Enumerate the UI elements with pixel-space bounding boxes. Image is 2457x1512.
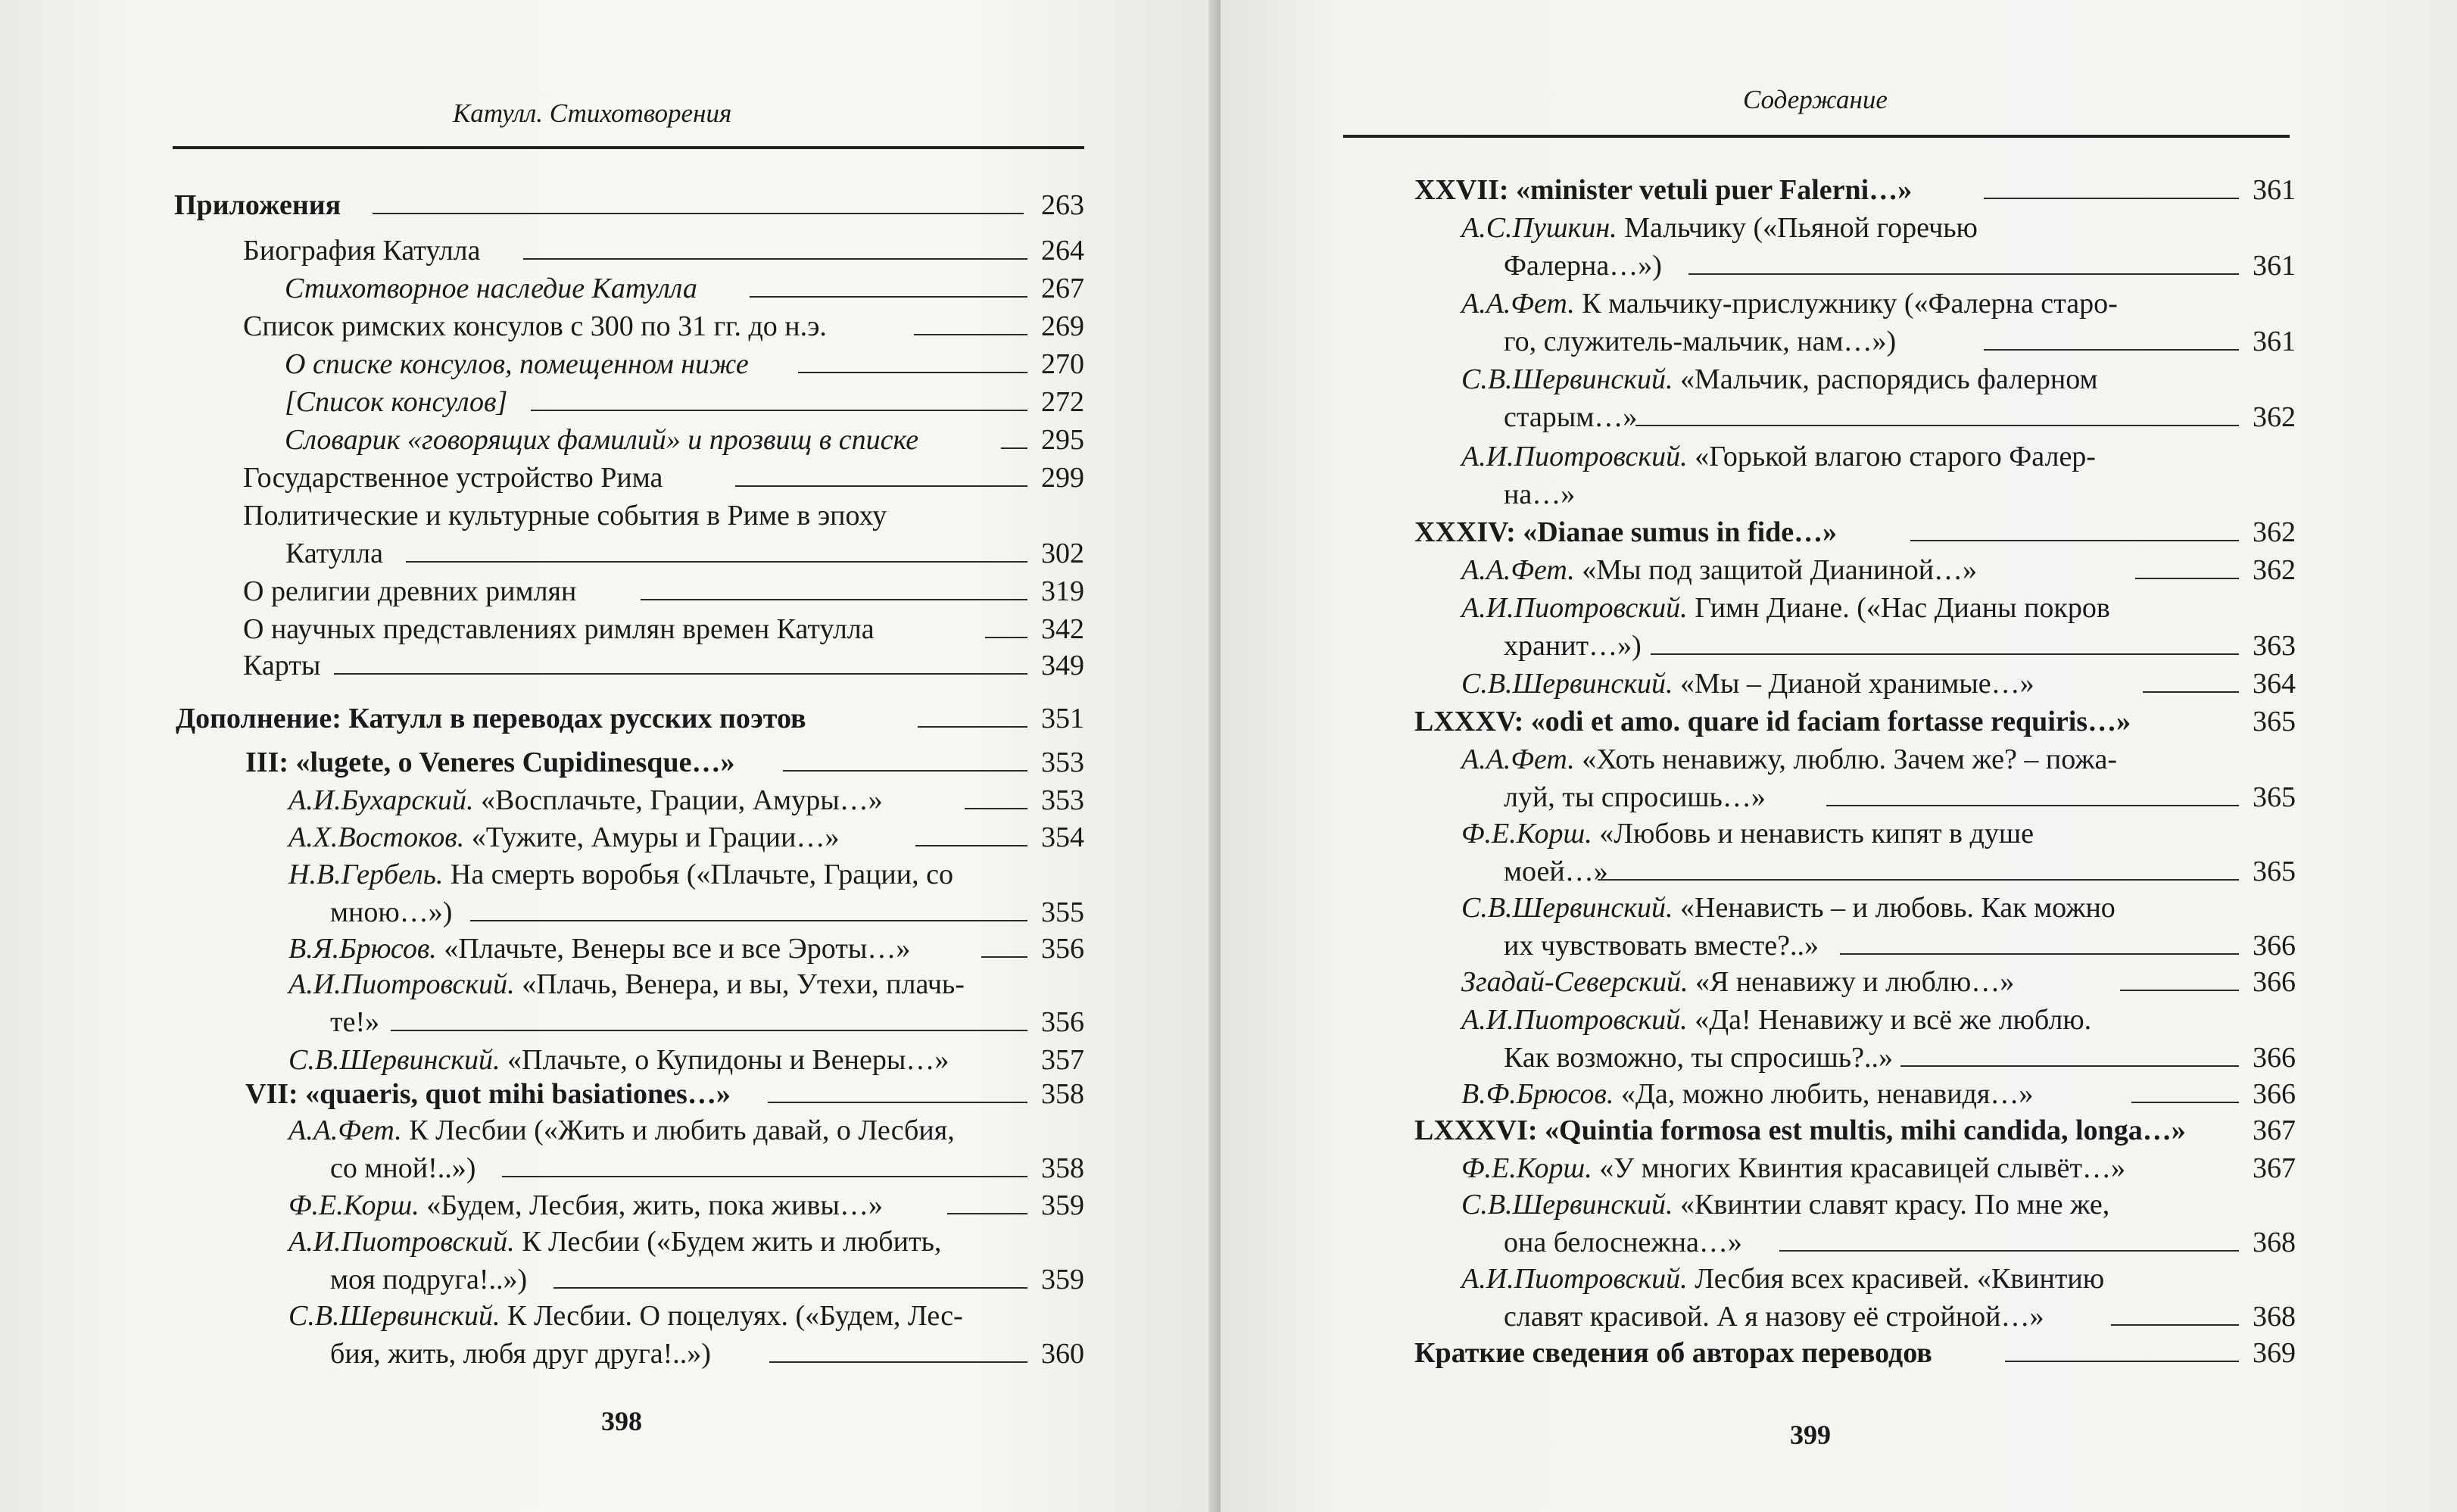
leader-line [769, 1361, 1027, 1363]
author-name: Згадай-Северский. [1461, 966, 1688, 998]
leader-line [1840, 953, 2239, 955]
toc-title: На смерть воробья («Плачьте, Грации, со [443, 859, 953, 890]
toc-title: «Ненависть – и любовь. Как можно [1673, 892, 2116, 924]
leader-line [1826, 805, 2239, 806]
toc-page-number: 365 [2253, 856, 2296, 887]
toc-page-number: 353 [1041, 784, 1084, 816]
toc-title-continuation: мною…») [330, 896, 453, 928]
toc-entry [1414, 703, 2296, 740]
toc-title: Гимн Диане. («Нас Дианы покров [1687, 592, 2110, 624]
toc-entry [1461, 889, 2296, 965]
toc-title: «Тужите, Амуры и Грации…» [464, 821, 840, 853]
toc-entry [288, 856, 1084, 931]
leader-line [1779, 1250, 2239, 1252]
toc-entry [288, 965, 1084, 1041]
toc-title-continuation: моей…» [1504, 856, 1608, 887]
toc-title: «Плачьте, Венеры все и все Эроты…» [436, 933, 911, 965]
leader-line [470, 920, 1027, 921]
toc-page-number: 342 [1041, 613, 1084, 645]
toc-title: Политические и культурные события в Риме в эпоху [243, 500, 887, 532]
toc-title: [Список консулов] [285, 386, 508, 418]
leader-line [1651, 653, 2239, 655]
toc-entry [245, 744, 1084, 781]
toc-entry [288, 930, 1084, 968]
toc-page-number: 366 [2253, 1042, 2296, 1074]
author-name: А.И.Пиотровский. [1461, 592, 1688, 624]
toc-title-continuation: Как возможно, ты спросишь?..» [1504, 1042, 1893, 1074]
leader-line [406, 561, 1027, 563]
author-name: С.В.Шервинский. [1461, 892, 1673, 924]
toc-entry [243, 572, 1084, 610]
toc-entry [1461, 438, 2296, 513]
toc-entry [176, 700, 1084, 737]
toc-entry [1461, 963, 2296, 1001]
toc-page-number: 362 [2253, 401, 2296, 433]
leader-line [783, 770, 1027, 772]
toc-page-number: 264 [1041, 235, 1084, 267]
running-head: Содержание [1743, 85, 1888, 114]
toc-title: О религии древних римлян [243, 575, 577, 607]
toc-title: «Я ненавижу и люблю…» [1688, 966, 2015, 998]
toc-title-continuation: бия, жить, любя друг друга!..») [330, 1338, 711, 1370]
leader-line [1688, 273, 2239, 275]
toc-page-number: 319 [1041, 575, 1084, 607]
leader-line [1984, 198, 2239, 199]
toc-entry [285, 383, 1084, 421]
leader-line [2135, 578, 2239, 579]
toc-entry [1461, 1001, 2296, 1077]
toc-page-number: 357 [1041, 1044, 1084, 1076]
toc-page-number: 299 [1041, 462, 1084, 494]
leader-line [523, 258, 1027, 260]
author-name: Ф.Е.Корш. [288, 1189, 419, 1221]
toc-entry [243, 459, 1084, 497]
author-name: В.Я.Брюсов. [288, 933, 437, 965]
author-name: А.С.Пушкин. [1461, 212, 1617, 244]
toc-entry [288, 818, 1084, 856]
leader-line [531, 410, 1027, 411]
toc-page-number: 272 [1041, 386, 1084, 418]
toc-page-number: 267 [1041, 273, 1084, 304]
toc-title: «Плачь, Венера, и вы, Утехи, плачь- [514, 968, 965, 1000]
toc-entry [1414, 171, 2296, 209]
toc-page-number: 349 [1041, 650, 1084, 681]
leader-line [2005, 1361, 2239, 1362]
author-name: А.Х.Востоков. [288, 821, 465, 853]
toc-page-number: 269 [1041, 310, 1084, 342]
toc-page-number: 356 [1041, 1006, 1084, 1038]
toc-entry [1461, 740, 2296, 816]
toc-title-continuation: их чувствовать вместе?..» [1504, 930, 1819, 962]
toc-title-continuation: старым…» [1504, 401, 1638, 433]
toc-entry [1414, 1334, 2296, 1372]
toc-page-number: 356 [1041, 933, 1084, 965]
running-head: Катулл. Стихотворения [453, 98, 732, 128]
toc-title: VII: «quaeris, quot mihi basiationes…» [245, 1078, 731, 1110]
author-name: С.В.Шервинский. [288, 1300, 500, 1332]
toc-entry [243, 610, 1084, 648]
toc-page-number: 366 [2253, 1078, 2296, 1110]
toc-entry [1414, 1111, 2296, 1149]
author-name: С.В.Шервинский. [1461, 1189, 1673, 1221]
leader-line [1001, 447, 1027, 449]
leader-line [2111, 1324, 2239, 1326]
author-name: С.В.Шервинский. [1461, 668, 1673, 700]
toc-entry [1461, 1260, 2296, 1336]
toc-title: О научных представлениях римлян времен Катулла [243, 613, 875, 645]
toc-page-number: 366 [2253, 966, 2296, 998]
toc-title: К мальчику-прислужнику («Фалерна старо- [1574, 288, 2118, 320]
toc-title-continuation: со мной!..») [330, 1152, 476, 1184]
toc-entry [288, 781, 1084, 819]
toc-title-continuation: она белоснежна…» [1504, 1227, 1742, 1258]
toc-entry [243, 497, 1084, 572]
toc-page-number: 362 [2253, 554, 2296, 586]
leader-line [1635, 425, 2239, 426]
toc-entry [245, 1075, 1084, 1113]
leader-line [981, 956, 1027, 958]
toc-entry [1461, 815, 2296, 890]
author-name: А.А.Фет. [1461, 554, 1575, 586]
toc-title-continuation: на…» [1504, 479, 1576, 510]
toc-entry [288, 1041, 1084, 1079]
leader-line [915, 845, 1027, 846]
leader-line [391, 1030, 1027, 1031]
toc-title-continuation: славят красивой. А я назову её стройной…» [1504, 1301, 2044, 1333]
toc-page-number: 368 [2253, 1227, 2296, 1258]
leader-line [373, 213, 1024, 214]
toc-entry [288, 1186, 1084, 1224]
toc-title-continuation: го, служитель-мальчик, нам…») [1504, 326, 1897, 357]
toc-entry [1461, 665, 2296, 703]
leader-line [641, 599, 1027, 600]
toc-title: «Хоть ненавижу, люблю. Зачем же? – пожа- [1574, 744, 2118, 775]
author-name: А.А.Фет. [1461, 744, 1575, 775]
toc-title: III: «lugete, o Veneres Cupidinesque…» [245, 747, 735, 778]
author-name: А.А.Фет. [288, 1115, 402, 1146]
toc-entry [1461, 209, 2296, 285]
toc-page-number: 369 [2253, 1337, 2296, 1369]
toc-entry [243, 647, 1084, 684]
leader-line [553, 1287, 1027, 1289]
toc-title-continuation: хранит…») [1504, 630, 1642, 662]
leader-line [502, 1176, 1027, 1177]
leader-line [1900, 1065, 2239, 1067]
author-name: А.И.Бухарский. [288, 784, 474, 816]
toc-entry [174, 186, 1084, 224]
leader-line [750, 296, 1027, 298]
toc-entry [243, 232, 1084, 270]
toc-page-number: 364 [2253, 668, 2296, 700]
leader-line [965, 808, 1027, 809]
toc-entry [285, 345, 1084, 383]
leader-line [334, 673, 1027, 675]
toc-page-number: 362 [2253, 516, 2296, 548]
author-name: Н.В.Гербель. [288, 859, 444, 890]
leader-line [1598, 879, 2239, 881]
toc-title: К Лесбии («Будем жить и любить, [514, 1226, 942, 1258]
leader-line [947, 1213, 1027, 1214]
toc-title: «Мы – Дианой хранимые…» [1673, 668, 2035, 700]
toc-page-number: 358 [1041, 1152, 1084, 1184]
toc-title: Карты [243, 650, 321, 681]
toc-title-continuation: Фалерна…») [1504, 250, 1662, 282]
toc-page-number: 353 [1041, 747, 1084, 778]
toc-entry [1461, 551, 2296, 589]
toc-title: XXVII: «minister vetuli puer Falerni…» [1414, 174, 1913, 206]
toc-page-number: 361 [2253, 326, 2296, 357]
toc-entry [1461, 589, 2296, 665]
leader-line [2131, 1102, 2239, 1103]
toc-title-continuation: луй, ты спросишь…» [1504, 781, 1766, 813]
toc-entry [1023, 1041, 1084, 1079]
toc-page-number: 365 [2253, 781, 2296, 813]
toc-title: Список римских консулов с 300 по 31 гг. до н.э. [243, 310, 827, 342]
toc-page-number: 360 [1041, 1338, 1084, 1370]
toc-page-number: 355 [1041, 896, 1084, 928]
leader-line [2120, 990, 2239, 991]
leader-line [1910, 540, 2239, 541]
toc-title: Стихотворное наследие Катулла [285, 273, 697, 304]
toc-page-number: 365 [2253, 706, 2296, 737]
toc-page-number: 359 [1041, 1264, 1084, 1295]
toc-title: «Горькой влагою старого Фалер- [1687, 441, 2096, 472]
toc-page-number: 363 [2253, 630, 2296, 662]
toc-title: О списке консулов, помещенном ниже [285, 348, 749, 380]
author-name: А.А.Фет. [1461, 288, 1575, 320]
toc-entry [285, 270, 1084, 307]
toc-title: XXXIV: «Dianae sumus in fide…» [1414, 516, 1838, 548]
toc-page-number: 358 [1041, 1078, 1084, 1110]
toc-page-number: 367 [2253, 1115, 2296, 1146]
toc-page-number: 361 [2253, 250, 2296, 282]
left-page [0, 0, 1214, 1512]
toc-page-number: 366 [2253, 930, 2296, 962]
toc-title: Государственное устройство Рима [243, 462, 663, 494]
toc-page-number: 263 [1041, 189, 1084, 221]
right-page [1221, 0, 2457, 1512]
toc-title: К Лесбии («Жить и любить давай, о Лесбия, [401, 1115, 955, 1146]
leader-line [768, 1102, 1027, 1103]
toc-page-number: 354 [1041, 821, 1084, 853]
toc-entry [1414, 513, 2296, 551]
toc-entry [1461, 1075, 2296, 1113]
leader-line [985, 637, 1027, 638]
leader-line [798, 372, 1027, 373]
author-name: С.В.Шервинский. [288, 1044, 500, 1076]
toc-title-continuation: Катулла [285, 538, 383, 569]
author-name: А.И.Пиотровский. [1461, 441, 1688, 472]
toc-title: Приложения [174, 189, 341, 221]
author-name: Ф.Е.Корш. [1461, 1152, 1592, 1184]
toc-title: «Любовь и ненависть кипят в душе [1592, 818, 2034, 850]
toc-title: К Лесбии. О поцелуях. («Будем, Лес- [500, 1300, 963, 1332]
toc-title: Мальчику («Пьяной горечью [1617, 212, 1978, 244]
toc-entry [1461, 360, 2296, 436]
toc-page-number: 295 [1041, 424, 1084, 456]
toc-title: LXXXVI: «Quintia formosa est multis, mihi candida, longa…» [1414, 1115, 2186, 1146]
leader-line [2143, 691, 2239, 693]
toc-title: «У многих Квинтия красавицей слывёт…» [1592, 1152, 2125, 1184]
toc-title: Словарик «говорящих фамилий» и прозвищ в списке [285, 424, 919, 456]
toc-title: «Восплачьте, Грации, Амуры…» [473, 784, 883, 816]
toc-title: Биография Катулла [243, 235, 481, 267]
toc-entry [1461, 1186, 2296, 1261]
toc-page-number: 270 [1041, 348, 1084, 380]
toc-title: «Да, можно любить, ненавидя…» [1614, 1078, 2034, 1110]
author-name: А.И.Пиотровский. [1461, 1263, 1688, 1295]
toc-entry [285, 421, 1084, 459]
toc-title: «Будем, Лесбия, жить, пока живы…» [419, 1189, 883, 1221]
toc-title-continuation: те!» [330, 1006, 380, 1038]
author-name: А.И.Пиотровский. [1461, 1004, 1688, 1036]
leader-line [914, 334, 1027, 335]
toc-entry [1461, 285, 2296, 360]
toc-title: Краткие сведения об авторах переводов [1414, 1337, 1932, 1369]
header-rule [1343, 135, 2290, 138]
toc-entry [288, 1297, 1084, 1373]
toc-title: «Да! Ненавижу и всё же люблю. [1687, 1004, 2092, 1036]
toc-entry [1461, 1149, 2296, 1187]
toc-title: Лесбия всех красивей. «Квинтию [1687, 1263, 2105, 1295]
toc-title-continuation: моя подруга!..») [330, 1264, 528, 1295]
author-name: В.Ф.Брюсов. [1461, 1078, 1614, 1110]
toc-page-number: 368 [2253, 1301, 2296, 1333]
author-name: А.И.Пиотровский. [288, 1226, 515, 1258]
toc-entry [288, 1223, 1084, 1298]
leader-line [735, 485, 1027, 487]
toc-entry [243, 307, 1084, 345]
author-name: Ф.Е.Корш. [1461, 818, 1592, 850]
leader-line [1984, 349, 2239, 351]
author-name: А.И.Пиотровский. [288, 968, 515, 1000]
author-name: С.В.Шервинский. [1461, 363, 1673, 395]
toc-title: «Плачьте, о Купидоны и Венеры…» [500, 1044, 949, 1076]
page-number: 398 [601, 1406, 642, 1436]
leader-line [918, 726, 1027, 728]
toc-page-number: 302 [1041, 538, 1084, 569]
header-rule [173, 146, 1084, 149]
toc-title: «Квинтии славят красу. По мне же, [1673, 1189, 2110, 1221]
toc-page-number: 359 [1041, 1189, 1084, 1221]
toc-entry [288, 1111, 1084, 1187]
toc-title: LXXXV: «odi et amo. quare id faciam fortasse requiris…» [1414, 706, 2131, 737]
toc-title: «Мальчик, распорядись фалерном [1673, 363, 2098, 395]
toc-title: «Мы под защитой Дианиной…» [1574, 554, 1978, 586]
page-number: 399 [1790, 1420, 1831, 1450]
toc-page-number: 367 [2253, 1152, 2296, 1184]
toc-title: Дополнение: Катулл в переводах русских поэтов [176, 703, 806, 734]
toc-page-number: 361 [2253, 174, 2296, 206]
toc-page-number: 351 [1041, 703, 1084, 734]
